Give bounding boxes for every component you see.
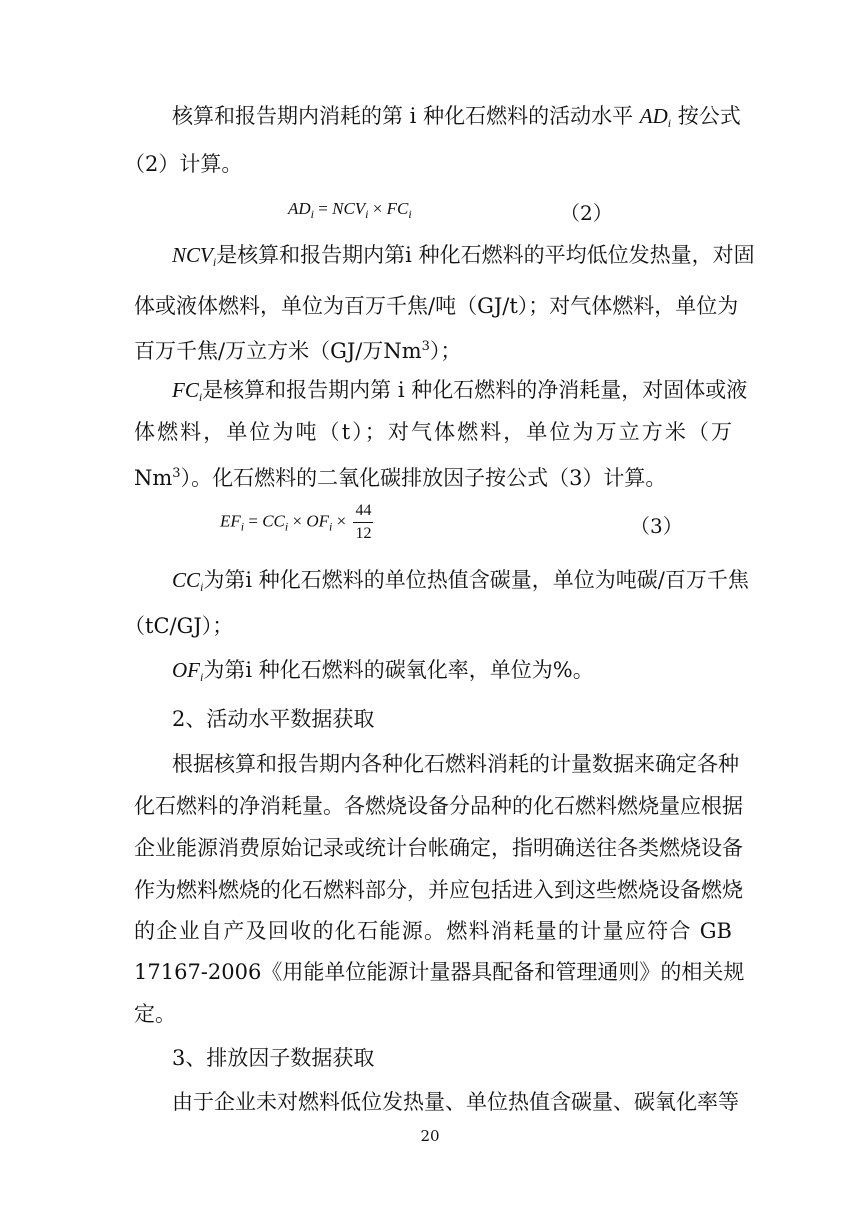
eq3-sub: i (240, 519, 245, 534)
ncv-line-1 (172, 241, 755, 276)
section-2-line-5: 的企业自产及回收的化石能源。燃料消耗量的计量应符合 GB (134, 919, 732, 943)
intro-line-1 (172, 102, 741, 137)
cc-line-2: （tC/GJ）； (124, 614, 234, 638)
fc-variable: FC (172, 378, 199, 402)
eq3-denominator: 12 (355, 525, 372, 542)
eq3-fraction (353, 500, 373, 545)
eq2-sub: i (365, 207, 369, 221)
section-2-heading: 2、活动水平数据获取 (172, 707, 375, 731)
cc-subscript: i (200, 580, 204, 594)
fc-superscript: 3 (172, 466, 181, 481)
section-3-line-1: 由于企业未对燃料低位发热量、单位热值含碳量、碳氧化率等 (172, 1090, 739, 1114)
intro-line-2: （2）计算。 (124, 152, 243, 176)
section-2-line-7: 定。 (134, 1002, 176, 1026)
eq3-equals: = (244, 511, 263, 531)
eq2-ad: AD (288, 199, 311, 218)
eq3-sub: i (284, 519, 289, 534)
of-variable: OF (172, 658, 200, 682)
equation-2 (288, 199, 412, 222)
fc-text: 是核算和报告期内第 i 种化石燃料的净消耗量，对固体或液 (202, 378, 748, 402)
eq3-ef: EF (220, 511, 241, 531)
eq2-ncv: NCV (332, 199, 366, 218)
fc-line-2: 体燃料，单位为吨（t）；对气体燃料，单位为万立方米（万 (134, 420, 732, 444)
ncv-text: 是核算和报告期内第i 种化石燃料的平均低位发热量，对固 (216, 243, 755, 267)
intro-text-end: 按公式 (671, 104, 741, 128)
ncv-line-2: 体或液体燃料，单位为百万千焦/吨（GJ/t）；对气体燃料，单位为 (134, 294, 739, 318)
eq3-times: × (332, 511, 351, 531)
eq2-times: × (368, 199, 387, 218)
eq2-equals: = (314, 199, 333, 218)
intro-text: 核算和报告期内消耗的第 i 种化石燃料的活动水平 (172, 104, 640, 128)
section-3-heading: 3、排放因子数据获取 (172, 1046, 375, 1070)
ncv-subscript: i (212, 255, 217, 269)
page-number: 20 (420, 1127, 440, 1145)
section-2-line-6: 17167-2006《用能单位能源计量器具配备和管理通则》的相关规 (134, 960, 745, 984)
equation-3 (220, 500, 373, 545)
ncv-unit-text: 百万千焦/万立方米（GJ/万Nm (134, 339, 422, 363)
ncv-line-3 (134, 333, 461, 365)
ncv-superscript: 3 (421, 339, 430, 354)
of-line-1 (172, 656, 594, 691)
section-2-line-4: 作为燃料燃烧的化石燃料部分，并应包括进入到这些燃烧设备燃烧 (134, 878, 743, 902)
of-text: 为第i 种化石燃料的碳氧化率，单位为%。 (203, 658, 594, 682)
fc-subscript: i (198, 390, 203, 404)
ad-subscript: i (667, 116, 672, 130)
equation-3-number: （3） (630, 514, 683, 538)
eq3-cc: CC (262, 511, 285, 531)
fc-text-end: ）。化石燃料的二氧化碳排放因子按公式（3）计算。 (180, 466, 667, 490)
cc-variable: CC (172, 568, 201, 592)
eq2-sub: i (408, 207, 412, 221)
eq2-fc: FC (386, 199, 409, 218)
cc-line-1 (172, 566, 749, 601)
fc-line-1 (172, 376, 748, 411)
ad-variable: AD (639, 104, 668, 128)
section-2-line-2: 化石燃料的净消耗量。各燃烧设备分品种的化石燃料燃烧量应根据 (134, 794, 743, 818)
fc-line-3 (134, 460, 666, 492)
ncv-variable: NCV (172, 243, 213, 267)
section-2-line-3: 企业能源消费原始记录或统计台帐确定，指明确送往各类燃烧设备 (134, 836, 743, 860)
eq3-numerator: 44 (353, 500, 373, 523)
ncv-unit-end: ）； (429, 339, 462, 363)
eq3-times: × (288, 511, 307, 531)
fc-unit-text: Nm (134, 466, 173, 490)
eq2-sub: i (310, 207, 315, 221)
cc-text: 为第i 种化石燃料的单位热值含碳量，单位为吨碳/百万千焦 (203, 568, 749, 592)
equation-2-number: （2） (560, 201, 613, 225)
of-subscript: i (200, 670, 204, 684)
section-2-line-1: 根据核算和报告期内各种化石燃料消耗的计量数据来确定各种 (172, 752, 739, 776)
eq3-of: OF (306, 511, 330, 531)
eq3-sub: i (329, 519, 333, 534)
